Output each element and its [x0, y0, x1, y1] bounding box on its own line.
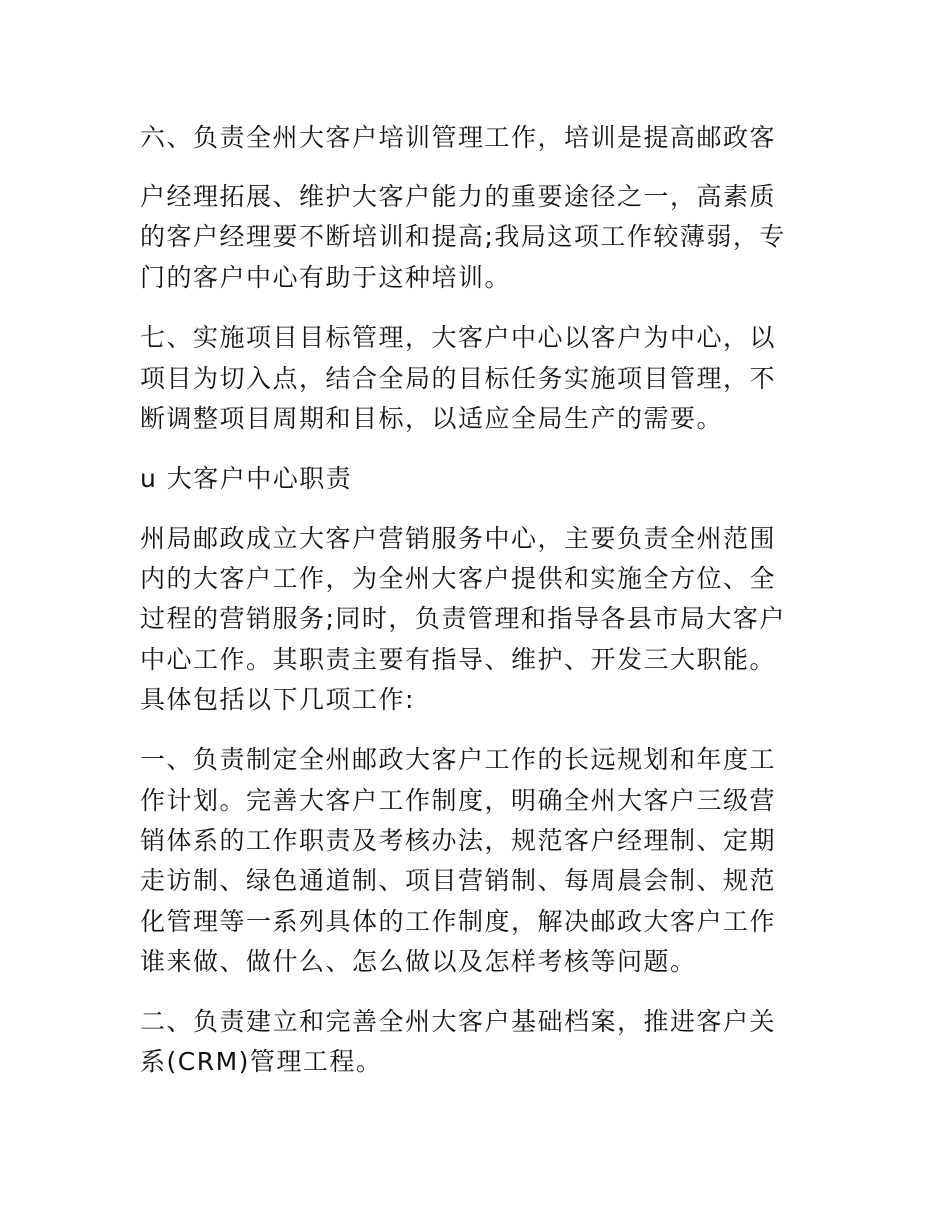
text-line: 项目为切入点，结合全局的目标任务实施项目管理，不 — [140, 364, 777, 393]
text-line: 过程的营销服务;同时，负责管理和指导各县市局大客户 — [140, 604, 786, 633]
text-line: 作计划。完善大客户工作制度，明确全州大客户三级营 — [140, 786, 777, 815]
text-line: 具体包括以下几项工作: — [140, 685, 415, 714]
text-line: 销体系的工作职责及考核办法，规范客户经理制、定期 — [140, 826, 777, 855]
text-line: 断调整项目周期和目标，以适应全局生产的需要。 — [140, 404, 724, 433]
text-line: 州局邮政成立大客户营销服务中心，主要负责全州范围 — [140, 524, 777, 553]
text-line: 中心工作。其职责主要有指导、维护、开发三大职能。 — [140, 645, 777, 674]
text-line: 二、负责建立和完善全州大客户基础档案，推进客户关 — [140, 1007, 777, 1036]
text-line: 走访制、绿色通道制、项目营销制、每周晨会制、规范 — [140, 866, 777, 895]
text-line: 一、负责制定全州邮政大客户工作的长远规划和年度工 — [140, 745, 777, 774]
text-line: 户经理拓展、维护大客户能力的重要途径之一，高素质 — [140, 182, 777, 211]
text-line: 系(CRM)管理工程。 — [140, 1047, 383, 1076]
text-line: 谁来做、做什么、怎么做以及怎样考核等问题。 — [140, 947, 697, 976]
text-line: 门的客户中心有助于这种培训。 — [140, 263, 512, 292]
text-line: 六、负责全州大客户培训管理工作，培训是提高邮政客 — [140, 123, 777, 152]
section-heading: u 大客户中心职责 — [140, 464, 353, 493]
text-line: 化管理等一系列具体的工作制度，解决邮政大客户工作 — [140, 907, 777, 936]
text-line: 的客户经理要不断培训和提高;我局这项工作较薄弱，专 — [140, 222, 786, 251]
text-line: 内的大客户工作，为全州大客户提供和实施全方位、全 — [140, 564, 777, 593]
text-line: 七、实施项目目标管理，大客户中心以客户为中心，以 — [140, 323, 777, 352]
